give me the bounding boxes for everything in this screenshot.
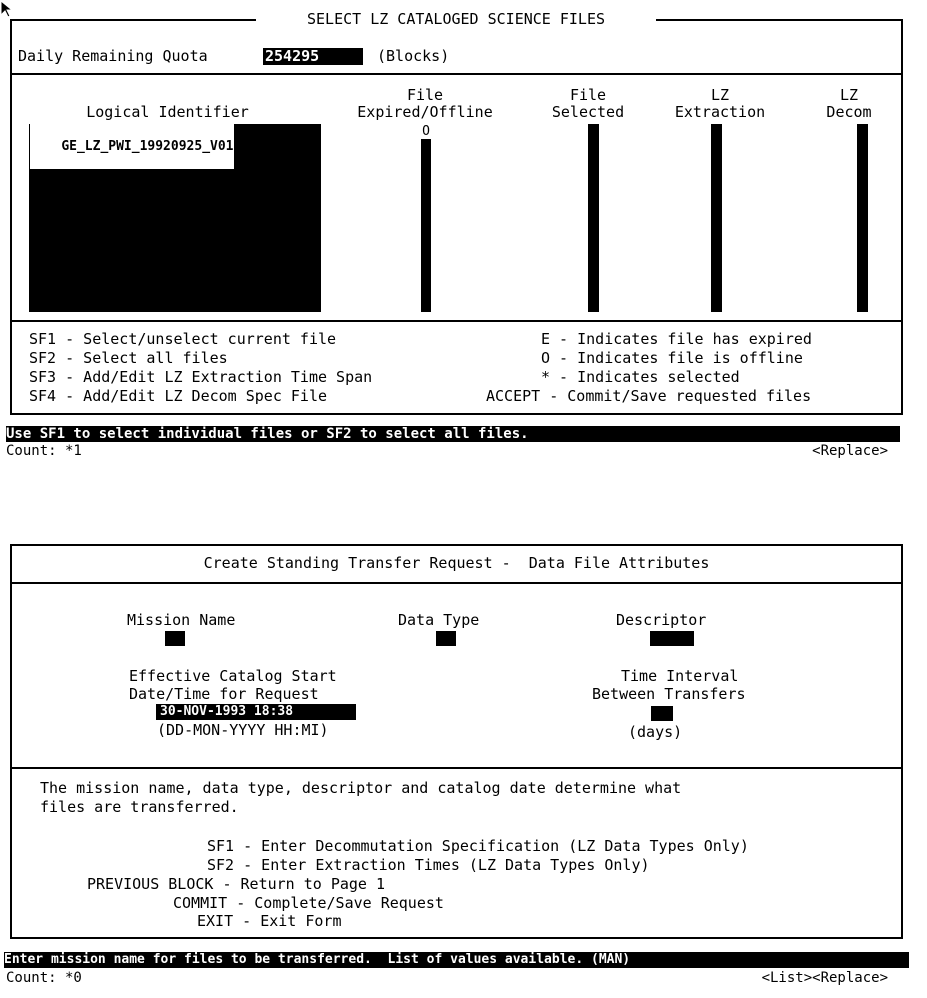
form1-mode: <Replace>	[812, 443, 888, 459]
mouse-pointer-icon	[0, 0, 18, 18]
form1-divider-1	[10, 73, 903, 75]
data-type-field[interactable]	[436, 631, 456, 646]
col-extraction-line1: LZ	[710, 86, 730, 104]
form2-title: Create Standing Transfer Request - Data File Attributes	[203, 554, 710, 572]
data-type-label: Data Type	[398, 611, 480, 629]
interval-label-1: Time Interval	[621, 667, 739, 685]
help-o: O - Indicates file is offline	[541, 349, 803, 367]
expired-offline-column[interactable]	[421, 124, 431, 312]
key-exit: EXIT - Exit Form	[197, 912, 342, 930]
form2-desc-line1: The mission name, data type, descriptor and catalog date determine what	[40, 779, 682, 797]
form1-status-message: Use SF1 to select individual files or SF2 to select all files.	[6, 426, 900, 442]
catalog-format-hint: (DD-MON-YYYY HH:MI)	[157, 721, 329, 739]
col-decom-line2: Decom	[826, 103, 872, 121]
form1-top-border-left	[10, 19, 256, 21]
catalog-start-label-1: Effective Catalog Start	[129, 667, 337, 685]
interval-field[interactable]	[651, 706, 673, 721]
help-star: * - Indicates selected	[541, 368, 740, 386]
descriptor-label: Descriptor	[616, 611, 707, 629]
col-logical-identifier: Logical Identifier	[86, 103, 249, 121]
decom-column[interactable]	[857, 124, 868, 312]
col-extraction-line2: Extraction	[674, 103, 766, 121]
form2-mode: <List><Replace>	[761, 970, 888, 986]
help-accept: ACCEPT - Commit/Save requested files	[486, 387, 812, 405]
help-sf4: SF4 - Add/Edit LZ Decom Spec File	[29, 387, 328, 405]
form1-title: SELECT LZ CATALOGED SCIENCE FILES	[306, 10, 605, 28]
col-decom-line1: LZ	[839, 86, 859, 104]
key-commit: COMMIT - Complete/Save Request	[173, 894, 444, 912]
row1-identifier-text: GE_LZ_PWI_19920925_V01	[61, 139, 234, 154]
interval-unit: (days)	[628, 723, 683, 741]
form2-desc-line2: files are transferred.	[40, 798, 239, 816]
form1-top-border-right	[656, 19, 903, 21]
col-selected-line1: File	[569, 86, 607, 104]
descriptor-field[interactable]	[650, 631, 694, 646]
help-sf1: SF1 - Select/unselect current file	[29, 330, 337, 348]
col-expired-line1: File	[406, 86, 444, 104]
form2-count: Count: *0	[6, 970, 82, 986]
mission-name-field[interactable]	[165, 631, 185, 646]
form2-status-message: Enter mission name for files to be transferred. List of values available. (MAN)	[4, 952, 909, 968]
mission-name-label: Mission Name	[127, 611, 236, 629]
quota-unit: (Blocks)	[377, 47, 450, 65]
selected-column[interactable]	[588, 124, 599, 312]
key-previous-block: PREVIOUS BLOCK - Return to Page 1	[87, 875, 386, 893]
col-expired-line2: Expired/Offline	[357, 103, 493, 121]
catalog-start-field[interactable]: 30-NOV-1993 18:38	[156, 704, 356, 720]
quota-label: Daily Remaining Quota	[18, 47, 208, 65]
extraction-column[interactable]	[711, 124, 722, 312]
form2-divider-1	[10, 582, 903, 584]
help-sf2: SF2 - Select all files	[29, 349, 228, 367]
logical-identifier-row-1[interactable]	[30, 124, 234, 169]
help-sf3: SF3 - Add/Edit LZ Extraction Time Span	[29, 368, 373, 386]
help-e: E - Indicates file has expired	[541, 330, 812, 348]
key-sf2: SF2 - Enter Extraction Times (LZ Data Types Only)	[207, 856, 650, 874]
col-selected-line2: Selected	[551, 103, 625, 121]
form1-count: Count: *1	[6, 443, 82, 459]
form2-divider-2	[10, 767, 903, 769]
interval-label-2: Between Transfers	[592, 685, 746, 703]
quota-value[interactable]: 254295	[263, 48, 363, 65]
row1-expired-flag: O	[422, 124, 430, 139]
form1-divider-2	[10, 320, 903, 322]
key-sf1: SF1 - Enter Decommutation Specification (LZ Data Types Only)	[207, 837, 749, 855]
catalog-start-label-2: Date/Time for Request	[129, 685, 319, 703]
